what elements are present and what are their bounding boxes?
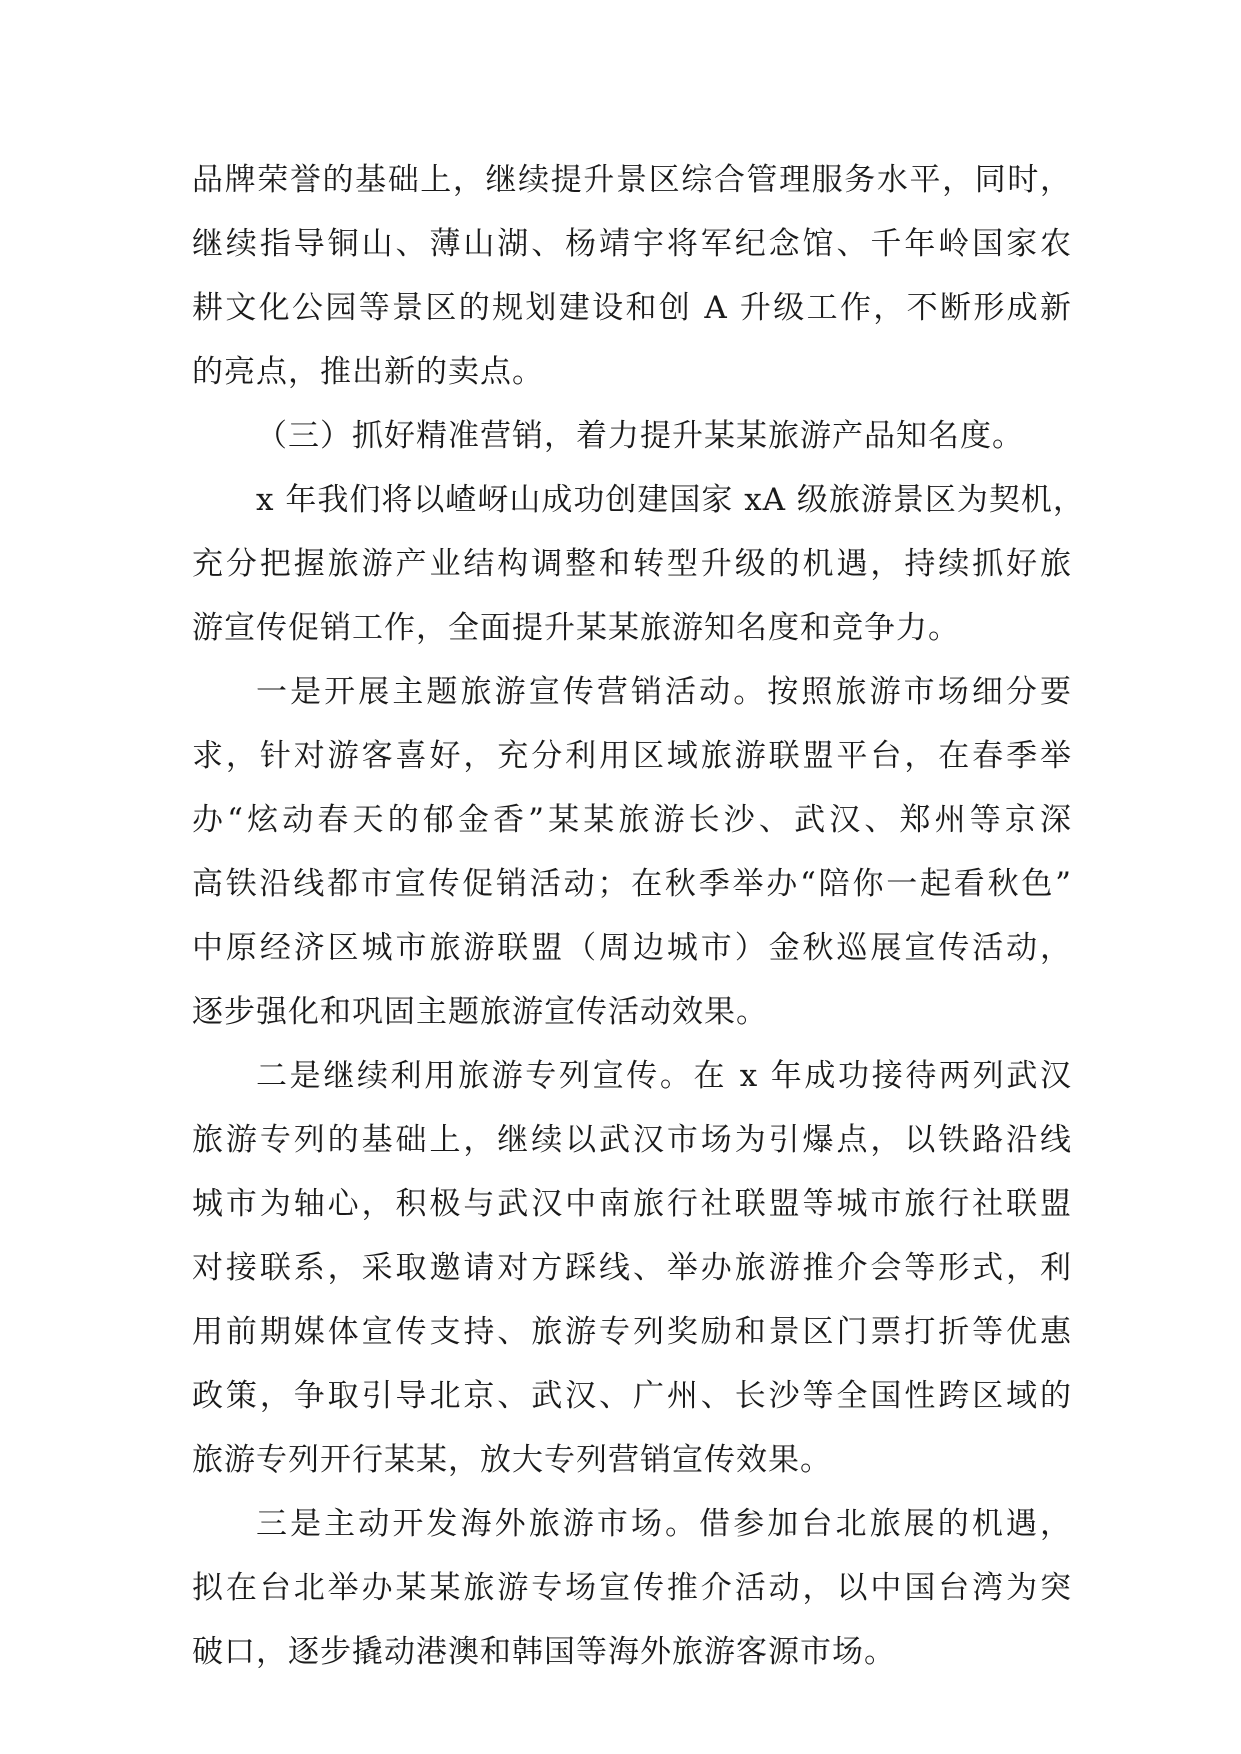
text-line: 逐步强化和巩固主题旅游宣传活动效果。: [192, 994, 768, 1030]
section-heading: （三）抓好精准营销，着力提升某某旅游产品知名度。: [256, 418, 1024, 454]
text-line: 用前期媒体宣传支持、旅游专列奖励和景区门票打折等优惠: [192, 1314, 1072, 1350]
text-line: 三是主动开发海外旅游市场。借参加台北旅展的机遇，: [256, 1506, 1072, 1542]
text-line: 品牌荣誉的基础上，继续提升景区综合管理服务水平，同时，: [192, 162, 1072, 198]
text-line: 一是开展主题旅游宣传营销活动。按照旅游市场细分要: [256, 674, 1072, 710]
text-line: 游宣传促销工作，全面提升某某旅游知名度和竞争力。: [192, 610, 960, 646]
text-line: 继续指导铜山、薄山湖、杨靖宇将军纪念馆、千年岭国家农: [192, 226, 1072, 262]
text-line: 充分把握旅游产业结构调整和转型升级的机遇，持续抓好旅: [192, 546, 1072, 582]
text-line: x 年我们将以嵖岈山成功创建国家 xA 级旅游景区为契机，: [256, 482, 1085, 518]
text-line: 二是继续利用旅游专列宣传。在 x 年成功接待两列武汉: [256, 1058, 1072, 1094]
text-line: 旅游专列开行某某，放大专列营销宣传效果。: [192, 1442, 832, 1478]
text-line: 耕文化公园等景区的规划建设和创 A 升级工作，不断形成新: [192, 290, 1072, 326]
text-line: 求，针对游客喜好，充分利用区域旅游联盟平台，在春季举: [192, 738, 1072, 774]
text-line: 对接联系，采取邀请对方踩线、举办旅游推介会等形式，利: [192, 1250, 1072, 1286]
text-line: 办“炫动春天的郁金香”某某旅游长沙、武汉、郑州等京深: [192, 802, 1072, 838]
text-line: 拟在台北举办某某旅游专场宣传推介活动，以中国台湾为突: [192, 1570, 1072, 1606]
text-line: 破口，逐步撬动港澳和韩国等海外旅游客源市场。: [192, 1634, 896, 1670]
text-line: 城市为轴心，积极与武汉中南旅行社联盟等城市旅行社联盟: [192, 1186, 1072, 1222]
text-line: 的亮点，推出新的卖点。: [192, 354, 544, 390]
text-line: 旅游专列的基础上，继续以武汉市场为引爆点，以铁路沿线: [192, 1122, 1072, 1158]
text-line: 高铁沿线都市宣传促销活动；在秋季举办“陪你一起看秋色”: [192, 866, 1072, 902]
text-line: 政策，争取引导北京、武汉、广州、长沙等全国性跨区域的: [192, 1378, 1072, 1414]
text-line: 中原经济区城市旅游联盟（周边城市）金秋巡展宣传活动，: [192, 930, 1072, 966]
document-body: [192, 148, 1085, 1684]
